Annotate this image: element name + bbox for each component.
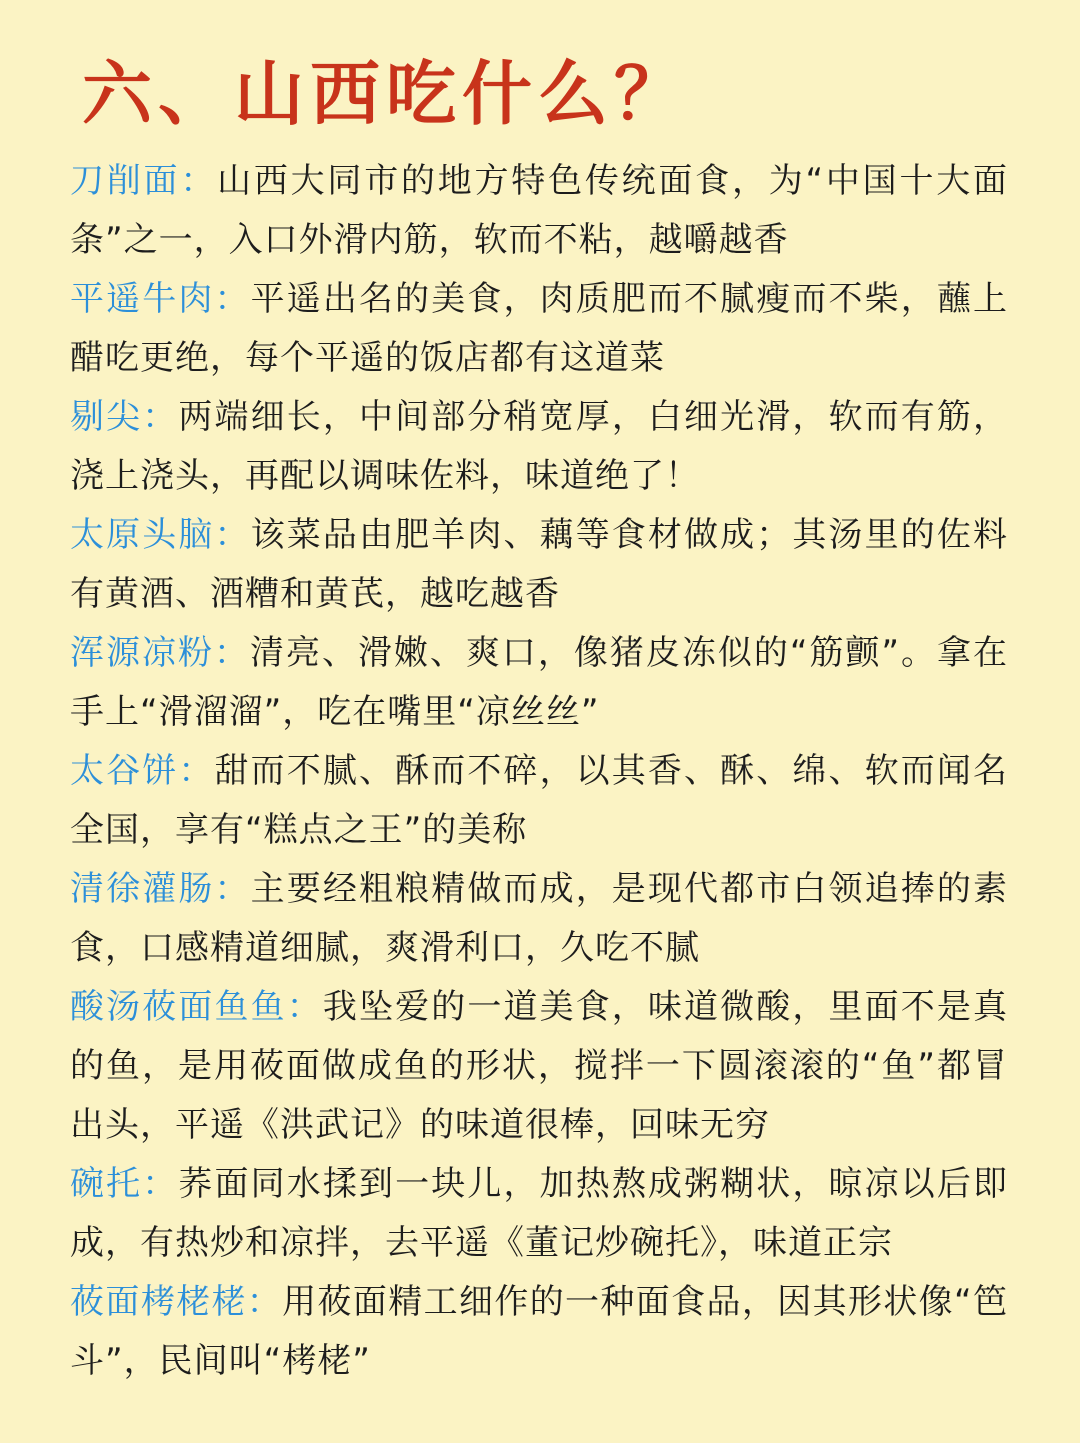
dish-description: 甜而不腻、酥而不碎，以其香、酥、绵、软而闻名全国，享有“糕点之王”的美称 <box>70 751 1009 850</box>
dish-description: 我坠爱的一道美食，味道微酸，里面不是真的鱼，是用莜面做成鱼的形状，搅拌一下圆滚滚的“鱼”都冒出头，平遥《洪武记》的味道很棒，回味无穷 <box>70 987 1009 1145</box>
dish-name: 碗托： <box>70 1164 179 1204</box>
dish-entry <box>70 270 1008 388</box>
page-title: 六、山西吃什么？ <box>82 53 690 135</box>
dish-entry <box>70 624 1008 742</box>
dish-description: 用莜面精工细作的一种面食品，因其形状像“笆斗”，民间叫“栲栳” <box>70 1282 1008 1381</box>
dish-description: 山西大同市的地方特色传统面食，为“中国十大面条”之一，入口外滑内筋，软而不粘，越嚼越香 <box>70 161 1008 260</box>
dish-description: 荞面同水揉到一块儿，加热熬成粥糊状，晾凉以后即成，有热炒和凉拌，去平遥《董记炒碗托》，味道正宗 <box>70 1164 1009 1263</box>
dish-entry <box>70 1273 1008 1391</box>
dish-description: 主要经粗粮精做而成，是现代都市白领追捧的素食，口感精道细腻，爽滑利口，久吃不腻 <box>70 869 1009 968</box>
dish-name: 剔尖： <box>70 397 179 437</box>
dish-list <box>70 152 1008 1391</box>
dish-name: 太原头脑： <box>70 515 251 555</box>
dish-entry <box>70 388 1008 506</box>
dish-entry <box>70 1155 1008 1273</box>
dish-entry <box>70 152 1008 270</box>
dish-name: 浑源凉粉： <box>70 633 250 673</box>
dish-name: 莜面栲栳栳： <box>70 1282 283 1322</box>
dish-name: 刀削面： <box>70 161 218 201</box>
dish-entry <box>70 860 1008 978</box>
dish-description: 清亮、滑嫩、爽口，像猪皮冻似的“筋颤”。拿在手上“滑溜溜”，吃在嘴里“凉丝丝” <box>70 633 1009 732</box>
dish-entry <box>70 506 1008 624</box>
dish-entry <box>70 742 1008 860</box>
dish-entry <box>70 978 1008 1155</box>
dish-name: 清徐灌肠： <box>70 869 251 909</box>
dish-description: 该菜品由肥羊肉、藕等食材做成；其汤里的佐料有黄酒、酒糟和黄芪，越吃越香 <box>70 515 1009 614</box>
dish-description: 平遥出名的美食，肉质肥而不腻瘦而不柴，蘸上醋吃更绝，每个平遥的饭店都有这道菜 <box>70 279 1009 378</box>
dish-name: 平遥牛肉： <box>70 279 251 319</box>
dish-name: 太谷饼： <box>70 751 215 791</box>
dish-name: 酸汤莜面鱼鱼： <box>70 987 323 1027</box>
dish-description: 两端细长，中间部分稍宽厚，白细光滑，软而有筋，浇上浇头，再配以调味佐料，味道绝了！ <box>70 397 1009 496</box>
